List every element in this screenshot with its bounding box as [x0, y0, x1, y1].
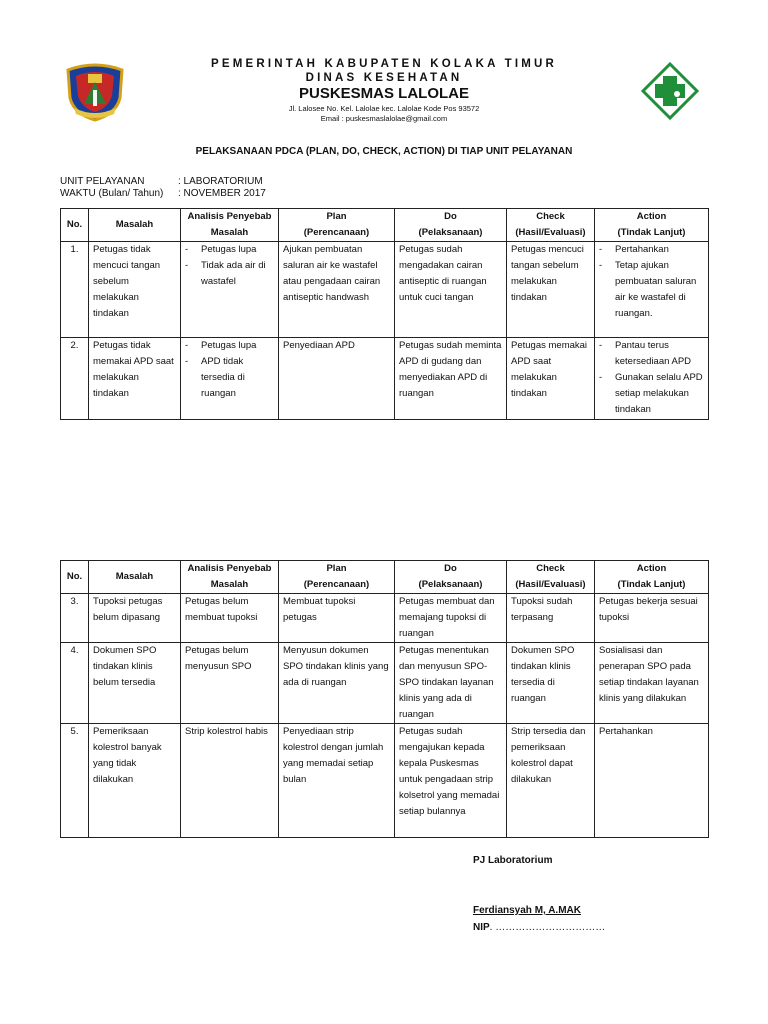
row-check: Petugas mencuci tangan sebelum melakukan tindakan	[507, 242, 595, 338]
row-action: - Pertahankan - Tetap ajukan pembuatan saluran air ke wastafel di ruangan.	[595, 242, 709, 338]
row-action: Petugas bekerja sesuai tupoksi	[595, 594, 709, 643]
col-plan: Plan (Perencanaan)	[279, 209, 395, 242]
col-masalah: Masalah	[89, 209, 181, 242]
table-header-row	[61, 209, 709, 242]
meta-time-row	[60, 188, 266, 199]
row-analisis: Strip kolestrol habis	[181, 724, 279, 838]
row-plan: Penyediaan APD	[279, 338, 395, 420]
row-masalah: Petugas tidak memakai APD saat melakukan tindakan	[89, 338, 181, 420]
meta-time-value: : NOVEMBER 2017	[178, 188, 266, 199]
row-analisis: - Petugas lupa - Tidak ada air di wastafel	[181, 242, 279, 338]
table-header-row	[61, 561, 709, 594]
col-do: Do (Pelaksanaan)	[395, 209, 507, 242]
table-row	[61, 643, 709, 724]
row-action: Sosialisasi dan penerapan SPO pada setiap tindakan layanan klinis yang dilakukan	[595, 643, 709, 724]
row-masalah: Pemeriksaan kolestrol banyak yang tidak dilakukan	[89, 724, 181, 838]
table-row	[61, 724, 709, 838]
row-analisis: Petugas belum membuat tupoksi	[181, 594, 279, 643]
table-row	[61, 242, 709, 338]
row-action: - Pantau terus ketersediaan APD - Gunakan selalu APD setiap melakukan tindakan	[595, 338, 709, 420]
col-check: Check (Hasil/Evaluasi)	[507, 561, 595, 594]
row-no: 2.	[61, 338, 89, 420]
table-row	[61, 594, 709, 643]
col-no: No.	[61, 561, 89, 594]
header-department-line: DINAS KESEHATAN	[305, 72, 463, 84]
row-do: Petugas membuat dan memajang tupoksi di ruangan	[395, 594, 507, 643]
row-check: Petugas memakai APD saat melakukan tindakan	[507, 338, 595, 420]
row-do: Petugas sudah meminta APD di gudang dan menyediakan APD di ruangan	[395, 338, 507, 420]
row-masalah: Dokumen SPO tindakan klinis belum tersedia	[89, 643, 181, 724]
row-no: 1.	[61, 242, 89, 338]
col-masalah: Masalah	[89, 561, 181, 594]
col-plan: Plan (Perencanaan)	[279, 561, 395, 594]
header-email: Email : puskesmaslalolae@gmail.com	[320, 114, 448, 123]
row-check: Tupoksi sudah terpasang	[507, 594, 595, 643]
meta-unit-row	[60, 176, 263, 187]
col-do: Do (Pelaksanaan)	[395, 561, 507, 594]
row-plan: Penyediaan strip kolestrol dengan jumlah yang memadai setiap bulan	[279, 724, 395, 838]
signature-nip: NIP. ……………………………	[473, 922, 606, 933]
row-analisis: - Petugas lupa - APD tidak tersedia di ruangan	[181, 338, 279, 420]
row-masalah: Petugas tidak mencuci tangan sebelum melakukan tindakan	[89, 242, 181, 338]
row-action: Pertahankan	[595, 724, 709, 838]
row-analisis: Petugas belum menyusun SPO	[181, 643, 279, 724]
row-plan: Menyusun dokumen SPO tindakan klinis yang ada di ruangan	[279, 643, 395, 724]
row-masalah: Tupoksi petugas belum dipasang	[89, 594, 181, 643]
row-do: Petugas menentukan dan menyusun SPO-SPO tindakan layanan klinis yang ada di ruangan	[395, 643, 507, 724]
meta-unit-value: : LABORATORIUM	[178, 176, 263, 187]
row-no: 5.	[61, 724, 89, 838]
row-no: 4.	[61, 643, 89, 724]
pdca-table-1	[60, 208, 709, 420]
meta-time-label: WAKTU (Bulan/ Tahun)	[60, 188, 164, 199]
col-analisis: Analisis Penyebab Masalah	[181, 209, 279, 242]
row-plan: Ajukan pembuatan saluran air ke wastafel atau pengadaan cairan antiseptic handwash	[279, 242, 395, 338]
header-puskesmas-name: PUSKESMAS LALOLAE	[298, 85, 469, 102]
row-check: Dokumen SPO tindakan klinis tersedia di ruangan	[507, 643, 595, 724]
col-action: Action (Tindak Lanjut)	[595, 561, 709, 594]
document-title: PELAKSANAAN PDCA (PLAN, DO, CHECK, ACTION) DI TIAP UNIT PELAYANAN	[195, 146, 573, 157]
col-action: Action (Tindak Lanjut)	[595, 209, 709, 242]
signature-name: Ferdiansyah M, A.MAK	[473, 905, 581, 916]
col-analisis: Analisis Penyebab Masalah	[181, 561, 279, 594]
row-no: 3.	[61, 594, 89, 643]
table-row	[61, 338, 709, 420]
header-government-line: PEMERINTAH KABUPATEN KOLAKA TIMUR	[210, 58, 558, 70]
row-do: Petugas sudah mengadakan cairan antiseptic di ruangan untuk cuci tangan	[395, 242, 507, 338]
row-check: Strip tersedia dan pemeriksaan kolestrol dapat dilakukan	[507, 724, 595, 838]
col-check: Check (Hasil/Evaluasi)	[507, 209, 595, 242]
signature-title: PJ Laboratorium	[473, 855, 553, 866]
header-address: Jl. Lalosee No. Kel. Lalolae kec. Lalolae Kode Pos 93572	[288, 104, 480, 113]
meta-unit-label: UNIT PELAYANAN	[60, 176, 145, 187]
row-do: Petugas sudah mengajukan kepada kepala Puskesmas untuk pengadaan strip kolsetrol yang memadai setiap bulannya	[395, 724, 507, 838]
row-plan: Membuat tupoksi petugas	[279, 594, 395, 643]
col-no: No.	[61, 209, 89, 242]
pdca-table-2	[60, 560, 709, 838]
